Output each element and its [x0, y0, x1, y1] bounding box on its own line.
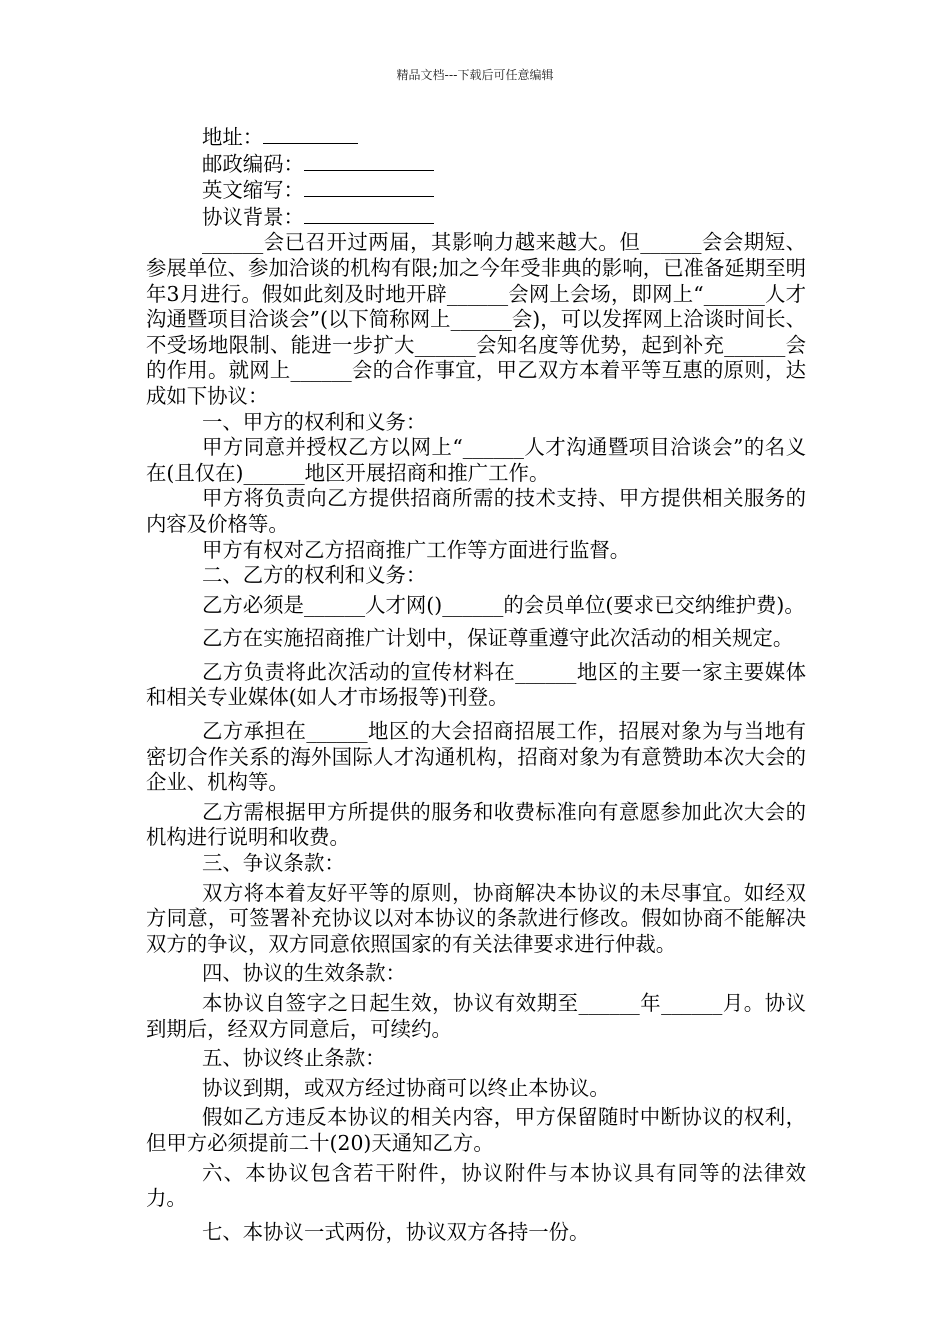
blank-line	[304, 204, 434, 224]
background-paragraph: ______会已召开过两届，其影响力越来越大。但______会会期短、参展单位、参加洽谈的机构有限;加之今年受非典的影响，已准备延期至明年3月进行。假如此刻及时地开辟______会网上会场，即网上“______人才沟通暨项目洽谈会”(以下简称网上______会)，可以发挥网上洽谈时间长、不受场地限制、能进一步扩大______会知名度等优势，起到补充______会的作用。就网上______会的合作事宜，甲乙双方本着平等互惠的原则，达成如下协议：	[146, 230, 806, 408]
clause-paragraph: 假如乙方违反本协议的相关内容，甲方保留随时中断协议的权利，但甲方必须提前二十(20)天通知乙方。	[146, 1105, 806, 1155]
clause-paragraph: 七、本协议一式两份，协议双方各持一份。	[202, 1219, 590, 1244]
blank-line	[263, 124, 358, 144]
clause-paragraph: 双方将本着友好平等的原则，协商解决本协议的未尽事宜。如经双方同意，可签署补充协议以对本协议的条款进行修改。假如协商不能解决双方的争议，双方同意依照国家的有关法律要求进行仲裁。	[146, 880, 806, 956]
field-label: 英文缩写：	[202, 178, 304, 203]
document-body	[146, 124, 806, 1245]
clause-paragraph: 协议到期，或双方经过协商可以终止本协议。	[202, 1075, 610, 1100]
background-field	[146, 204, 806, 231]
address-field	[146, 124, 806, 151]
clause-paragraph: 甲方有权对乙方招商推广工作等方面进行监督。	[202, 537, 631, 562]
blank-line	[304, 151, 434, 171]
english-abbr-field	[146, 177, 806, 204]
clause-paragraph: 甲方将负责向乙方提供招商所需的技术支持、甲方提供相关服务的内容及价格等。	[146, 486, 806, 536]
blank-line	[304, 177, 434, 197]
field-label: 地址：	[202, 125, 264, 149]
section-heading-effective: 四、协议的生效条款：	[202, 961, 406, 986]
clause-paragraph: 本协议自签字之日起生效，协议有效期至______年______月。协议到期后，经双方同意后，可续约。	[146, 991, 806, 1041]
section-heading-party-a: 一、甲方的权利和义务：	[202, 409, 427, 434]
clause-paragraph: 甲方同意并授权乙方以网上“______人才沟通暨项目洽谈会”的名义在(且仅在)______地区开展招商和推广工作。	[146, 435, 806, 485]
clause-paragraph: 六、本协议包含若干附件，协议附件与本协议具有同等的法律效力。	[146, 1160, 806, 1211]
field-label: 邮政编码：	[202, 151, 304, 176]
section-heading-disputes: 三、争议条款：	[202, 851, 345, 876]
section-heading-termination: 五、协议终止条款：	[202, 1046, 386, 1071]
section-heading-party-b: 二、乙方的权利和义务：	[202, 563, 427, 588]
clause-paragraph: 乙方必须是______人才网()______的会员单位(要求已交纳维护费)。	[202, 592, 805, 617]
clause-paragraph: 乙方需根据甲方所提供的服务和收费标准向有意愿参加此次大会的机构进行说明和收费。	[146, 799, 806, 850]
clause-paragraph: 乙方在实施招商推广计划中，保证尊重遵守此次活动的相关规定。	[202, 626, 794, 651]
postal-code-field	[146, 151, 806, 178]
field-label: 协议背景：	[202, 204, 304, 229]
page-header: 精品文档---下载后可任意编辑	[396, 68, 554, 82]
clause-paragraph: 乙方承担在______地区的大会招商招展工作，招展对象为与当地有密切合作关系的海外国际人才沟通机构，招商对象为有意赞助本次大会的企业、机构等。	[146, 719, 806, 795]
clause-paragraph: 乙方负责将此次活动的宣传材料在______地区的主要一家主要媒体和相关专业媒体(如人才市场报等)刊登。	[146, 659, 806, 710]
